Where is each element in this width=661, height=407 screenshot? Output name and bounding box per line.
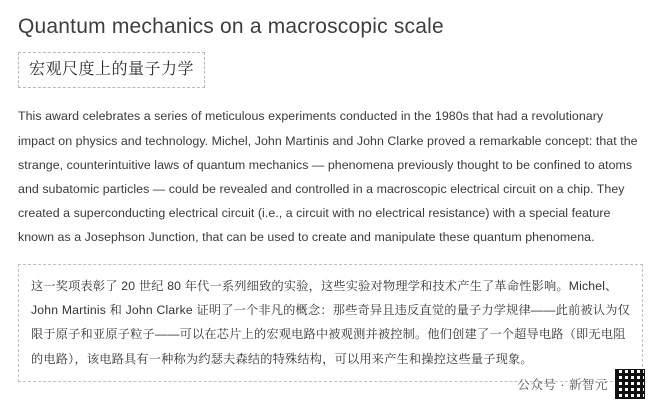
footer-label: 公众号 · 新智元 <box>517 378 608 392</box>
translated-body-box <box>18 264 643 383</box>
translated-title: 宏观尺度上的量子力学 <box>29 61 195 79</box>
translated-title-box <box>18 52 205 88</box>
page-title: Quantum mechanics on a macroscopic scale <box>18 15 444 38</box>
qr-code-icon <box>615 369 645 399</box>
article-body-english: This award celebrates a series of meticulous experiments conducted in the 1980s that had a revolutionary impact on physics and technology. Michel, John Martinis and John Clarke proved a remarkable concept: that the strange, counterintuitive laws of quantum mechanics — phenomena previously thought to be confined to atoms and subatomic particles — could be revealed and controlled in a macroscopic electrical circuit on a chip. They created a superconducting electrical circuit (i.e., a circuit with no electrical resistance) with a special feature known as a Josephson Junction, that can be used to create and manipulate these quantum phenomena. <box>18 109 638 245</box>
footer-badge <box>517 369 645 399</box>
article-body-chinese: 这一奖项表彰了 20 世纪 80 年代一系列细致的实验，这些实验对物理学和技术产生了革命性影响。Michel、John Martinis 和 John Clarke 证明了一个非凡的概念：那些奇异且违反直觉的量子力学规律——此前被认为仅限于原子和亚原子粒子——可以在芯片上的宏观电路中被观测并被控制。他们创建了一个超导电路（即无电阻的电路），该电路具有一种称为约瑟夫森结的特殊结构，可以用来产生和操控这些量子现象。 <box>31 278 631 366</box>
